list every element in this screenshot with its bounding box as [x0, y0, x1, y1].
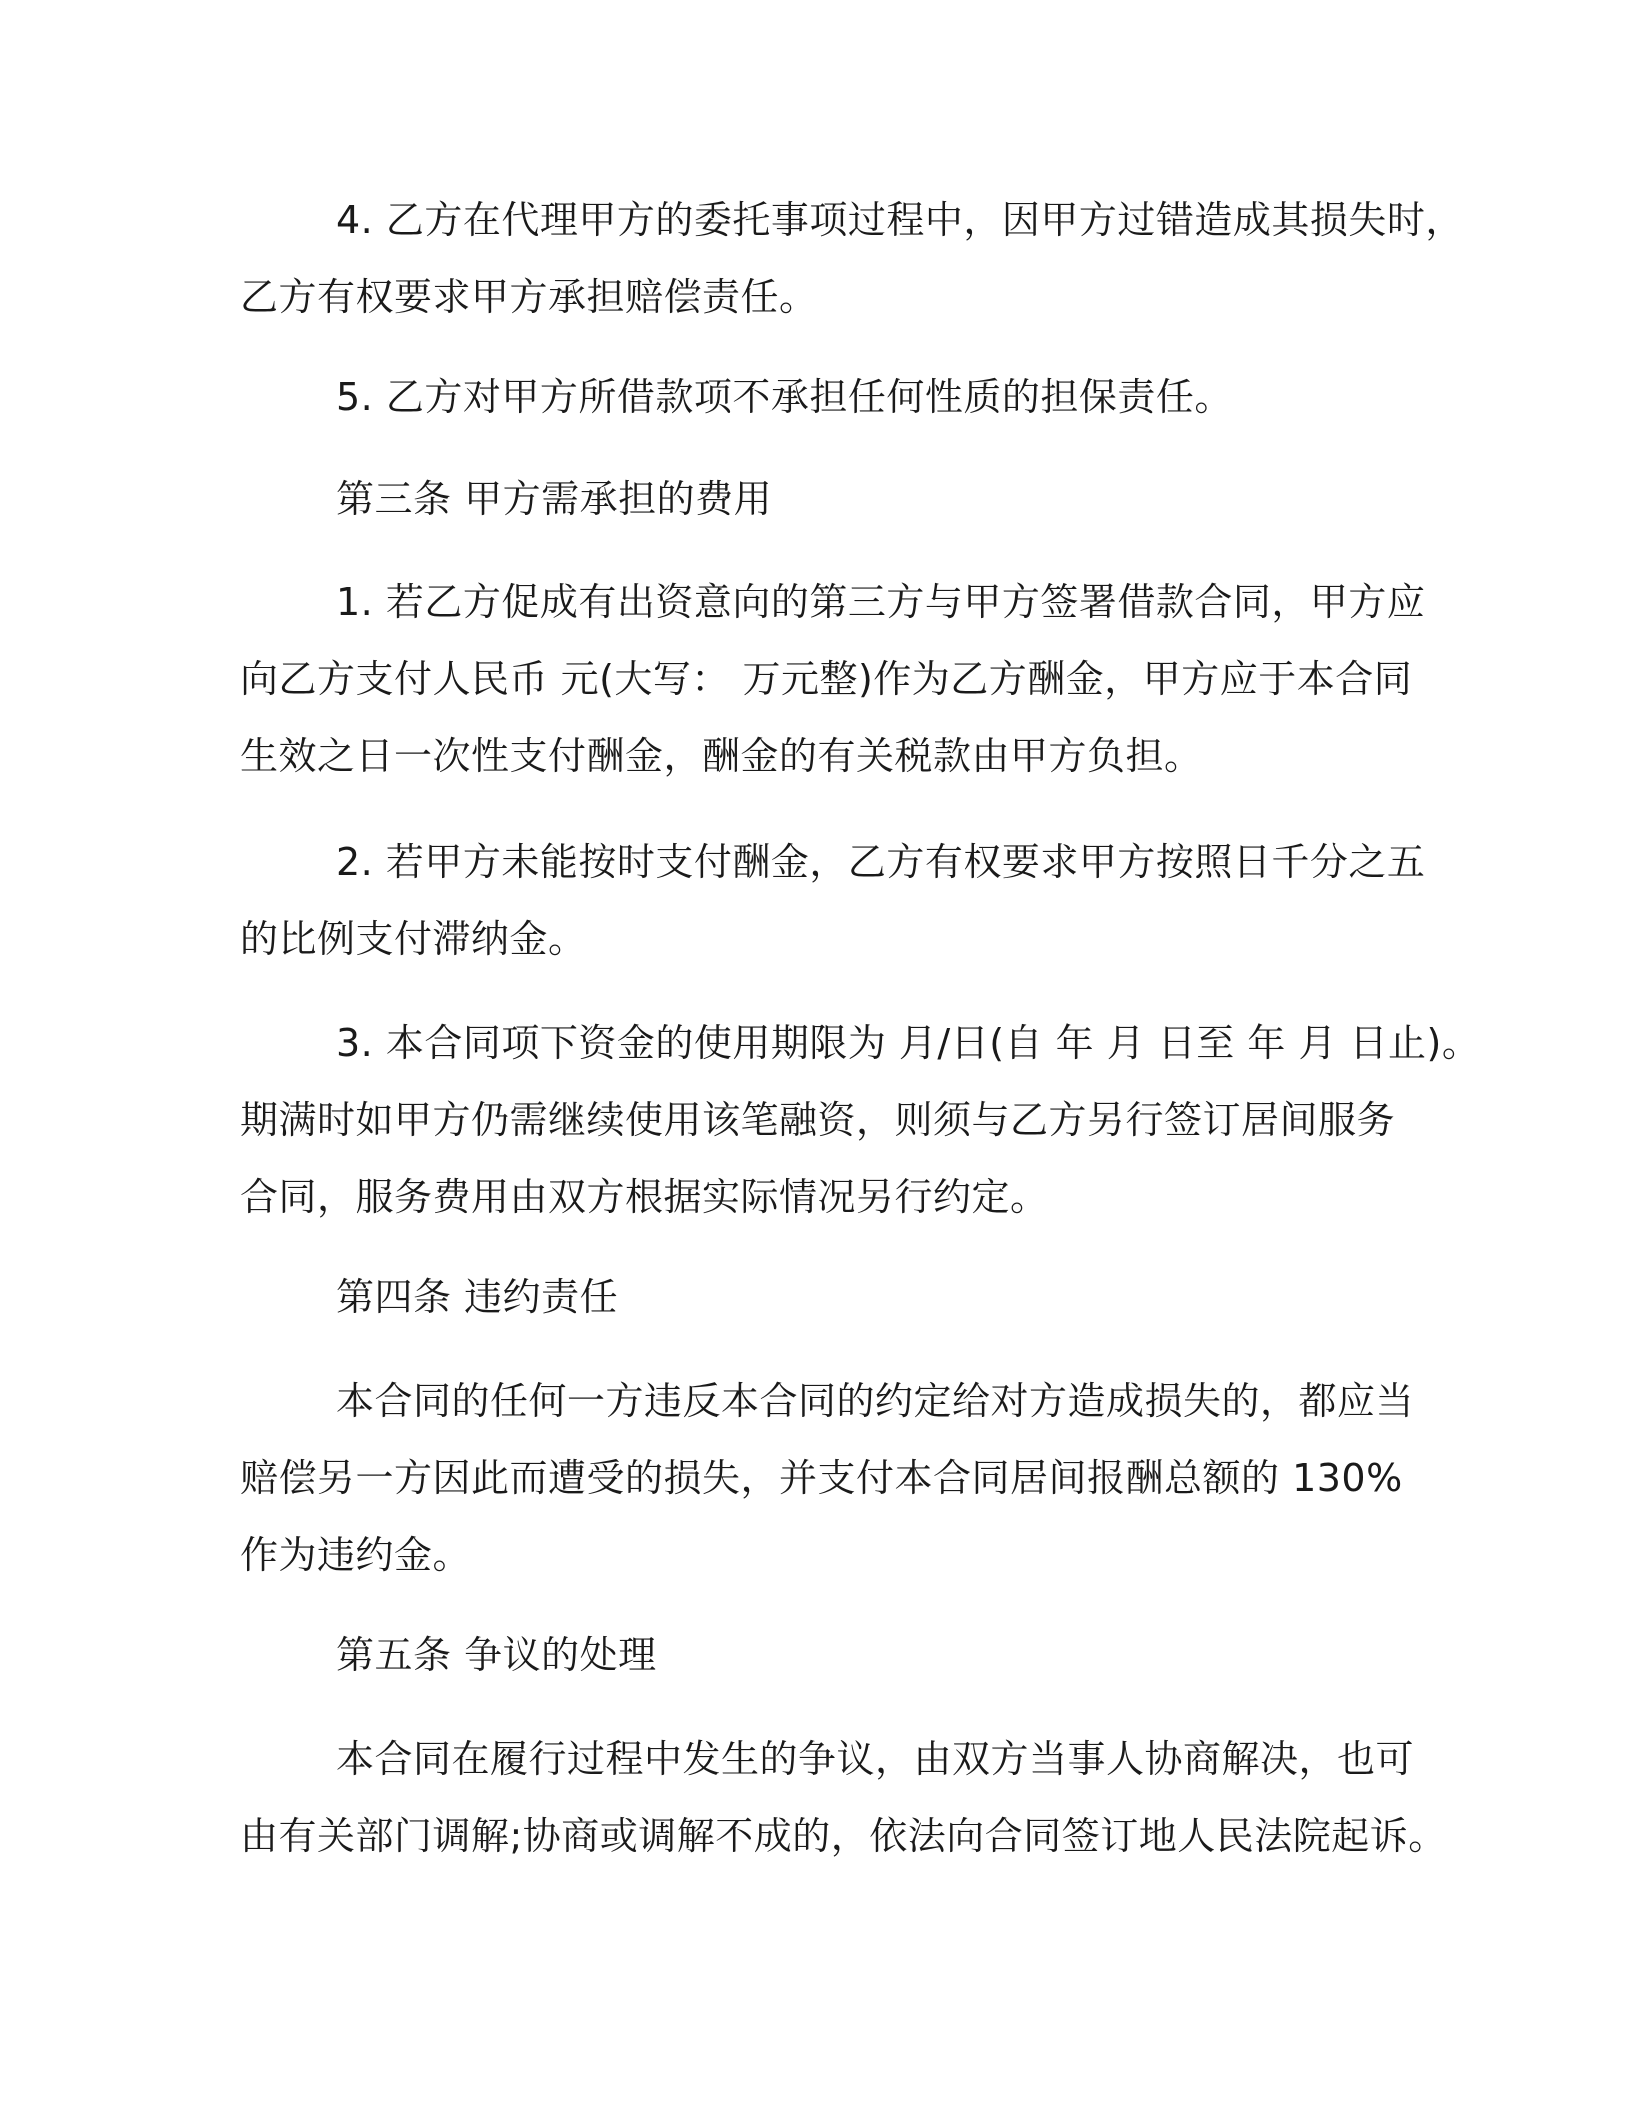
clause-3-item-3-line-1: 3. 本合同项下资金的使用期限为 月/日(自 年 月 日至 年 月 日止)。: [336, 1021, 1481, 1065]
clause-2-item-4-line-2: 乙方有权要求甲方承担赔偿责任。: [240, 275, 818, 319]
clause-4-heading: 第四条 违约责任: [336, 1275, 619, 1319]
clause-3-item-1-line-2: 向乙方支付人民币 元(大写： 万元整)作为乙方酬金，甲方应于本合同: [240, 657, 1413, 701]
clause-3-heading: 第三条 甲方需承担的费用: [336, 477, 773, 521]
clause-5-body-line-1: 本合同在履行过程中发生的争议，由双方当事人协商解决，也可: [336, 1737, 1415, 1781]
clause-3-item-3-line-3: 合同，服务费用由双方根据实际情况另行约定。: [240, 1175, 1049, 1219]
clause-3-item-1-line-1: 1. 若乙方促成有出资意向的第三方与甲方签署借款合同，甲方应: [336, 580, 1426, 624]
clause-2-item-5: 5. 乙方对甲方所借款项不承担任何性质的担保责任。: [336, 375, 1233, 419]
clause-5-body-line-2: 由有关部门调解;协商或调解不成的，依法向合同签订地人民法院起诉。: [240, 1814, 1447, 1858]
clause-2-item-4-line-1: 4. 乙方在代理甲方的委托事项过程中，因甲方过错造成其损失时，: [336, 198, 1464, 242]
clause-3-item-3-line-2: 期满时如甲方仍需继续使用该笔融资，则须与乙方另行签订居间服务: [240, 1098, 1396, 1142]
clause-3-item-2-line-1: 2. 若甲方未能按时支付酬金，乙方有权要求甲方按照日千分之五: [336, 840, 1426, 884]
clause-5-heading: 第五条 争议的处理: [336, 1633, 657, 1677]
clause-3-item-1-line-3: 生效之日一次性支付酬金，酬金的有关税款由甲方负担。: [240, 734, 1203, 778]
clause-4-body-line-1: 本合同的任何一方违反本合同的约定给对方造成损失的，都应当: [336, 1379, 1415, 1423]
clause-4-body-line-3: 作为违约金。: [240, 1533, 472, 1577]
clause-4-body-line-2: 赔偿另一方因此而遭受的损失，并支付本合同居间报酬总额的 130%: [240, 1456, 1403, 1500]
clause-3-item-2-line-2: 的比例支付滞纳金。: [240, 917, 587, 961]
